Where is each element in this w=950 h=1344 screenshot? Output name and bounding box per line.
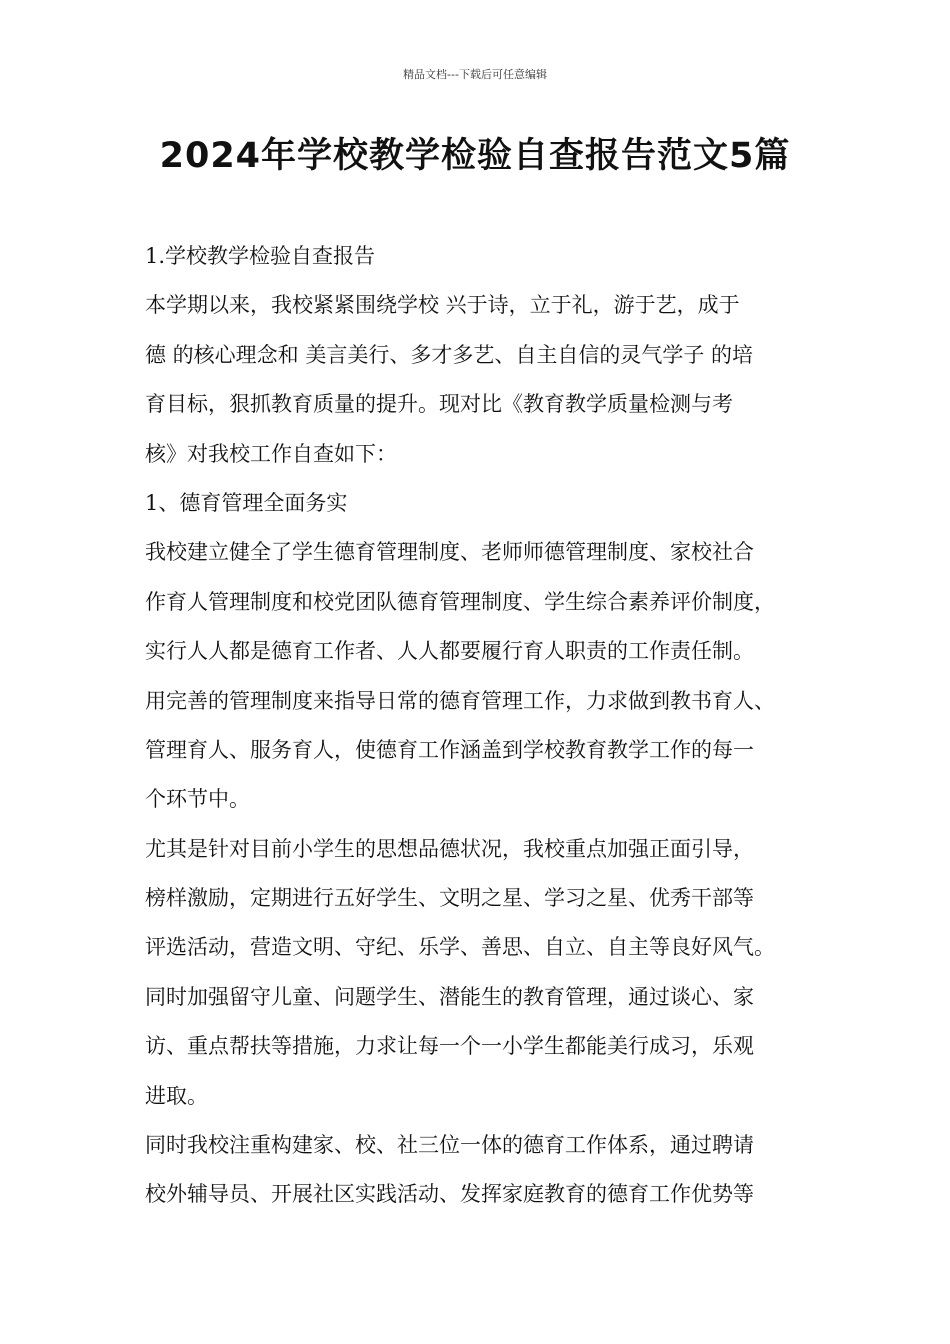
paragraph-line: 个环节中。 bbox=[145, 787, 250, 812]
paragraph-line: 用完善的管理制度来指导日常的德育管理工作，力求做到教书育人、 bbox=[145, 688, 775, 713]
paragraph-line: 管理育人、服务育人，使德育工作涵盖到学校教育教学工作的每一 bbox=[145, 737, 754, 762]
paragraph-line: 榜样激励，定期进行五好学生、文明之星、学习之星、优秀干部等 bbox=[145, 886, 754, 911]
document-title: 2024年学校教学检验自查报告范文5篇 bbox=[159, 136, 791, 176]
paragraph-line: 我校建立健全了学生德育管理制度、老师师德管理制度、家校社合 bbox=[145, 540, 754, 565]
paragraph-line: 核》对我校工作自查如下： bbox=[145, 441, 397, 466]
header-note: 精品文档---下载后可任意编辑 bbox=[403, 68, 547, 81]
paragraph-line: 作育人管理制度和校党团队德育管理制度、学生综合素养评价制度， bbox=[145, 589, 775, 614]
paragraph-line: 本学期以来，我校紧紧围绕学校 兴于诗，立于礼，游于艺，成于 bbox=[145, 293, 740, 318]
document-body bbox=[145, 232, 835, 1220]
paragraph-line: 评选活动，营造文明、守纪、乐学、善思、自立、自主等良好风气。 bbox=[145, 935, 775, 960]
paragraph-line: 实行人人都是德育工作者、人人都要履行育人职责的工作责任制。 bbox=[145, 639, 754, 664]
paragraph-line: 进取。 bbox=[145, 1083, 208, 1108]
paragraph-line: 访、重点帮扶等措施，力求让每一个一小学生都能美行成习，乐观 bbox=[145, 1034, 754, 1059]
paragraph-line: 校外辅导员、开展社区实践活动、发挥家庭教育的德育工作优势等 bbox=[145, 1182, 754, 1207]
paragraph-line: 德 的核心理念和 美言美行、多才多艺、自主自信的灵气学子 的培 bbox=[145, 342, 754, 367]
paragraph-line: 尤其是针对目前小学生的思想品德状况，我校重点加强正面引导， bbox=[145, 836, 754, 861]
paragraph-line: 同时我校注重构建家、校、社三位一体的德育工作体系，通过聘请 bbox=[145, 1133, 754, 1158]
subsection-heading: 1、德育管理全面务实 bbox=[145, 490, 348, 515]
paragraph-line: 同时加强留守儿童、问题学生、潜能生的教育管理，通过谈心、家 bbox=[145, 984, 754, 1009]
paragraph-line: 育目标，狠抓教育质量的提升。现对比《教育教学质量检测与考 bbox=[145, 392, 733, 417]
section-heading: 1.学校教学检验自查报告 bbox=[145, 244, 376, 268]
